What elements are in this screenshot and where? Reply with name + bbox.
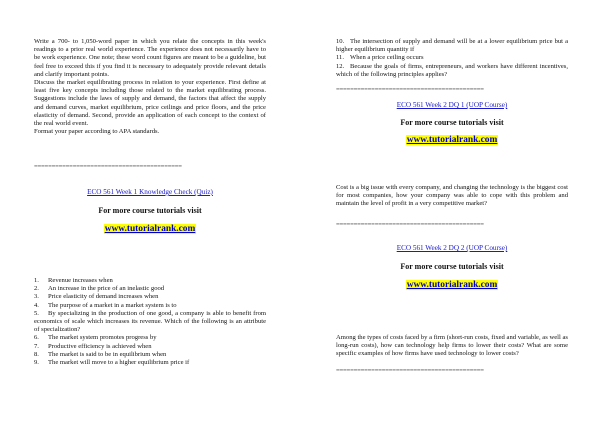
question-text: By specializing in the production of one good, a company is able to benefit from economics of scale which increases its revenue. Which of the following is an attribute of specialization? — [34, 309, 266, 334]
quiz-question-item — [34, 359, 266, 367]
course-title-link[interactable]: ECO 561 Week 1 Knowledge Check (Quiz) — [87, 188, 213, 196]
instructions-paragraph-2: Discuss the market equilibrating process in relation to your experience. First define at least five key concepts including those related to the market equilibrating process. Suggestions include the laws of supply and demand, the factors that affect the supply and demand curves, market equilibrium, price ceilings and price floors, and the price elasticity of demand. Second, provide an application of each concept to the context of the real world event. — [34, 79, 266, 128]
question-number: 5. — [34, 309, 39, 317]
dq1-website-row — [336, 136, 568, 145]
section-divider-3: ========================================== — [336, 367, 484, 374]
dq1-website-link[interactable]: www.tutorialrank.com — [406, 135, 498, 145]
question-number: 6. — [34, 334, 39, 342]
section-divider: ========================================== — [34, 163, 182, 170]
dq2-question: Among the types of costs faced by a firm (short-run costs, fixed and variable, as well as long-run costs), how can technology help firms to lower their costs? What are some specific examples of how firms have used technology to lower costs? — [336, 334, 568, 358]
question-text: The market is said to be in equilibrium when — [48, 350, 167, 358]
question-number: 11. — [336, 54, 344, 62]
dq2-course-title-link[interactable]: ECO 561 Week 2 DQ 2 (UOP Course) — [396, 244, 508, 252]
question-text: The market system promotes progress by — [48, 334, 157, 342]
question-text: The intersection of supply and demand will be at a lower equilibrium price but a higher equilibrium quantity if — [336, 38, 568, 54]
question-text: An increase in the price of an inelastic good — [48, 285, 165, 293]
quiz-question-item — [336, 63, 568, 79]
section-divider: ========================================== — [336, 86, 484, 93]
section-divider-2: ========================================== — [336, 221, 484, 228]
question-text: Productive efficiency is achieved when — [48, 342, 152, 350]
quiz-question-item — [34, 277, 266, 285]
quiz-question-item — [34, 310, 266, 335]
question-number: 4. — [34, 301, 39, 309]
dq2-website-link[interactable]: www.tutorialrank.com — [406, 280, 498, 290]
quiz-question-item — [34, 285, 266, 293]
question-text: The purpose of a market in a market system is to — [48, 301, 177, 309]
question-text: Price elasticity of demand increases when — [48, 293, 159, 301]
question-number: 9. — [34, 359, 39, 367]
quiz-question-item — [336, 54, 568, 62]
dq1-course-title-link[interactable]: ECO 561 Week 2 DQ 1 (UOP Course) — [396, 101, 508, 109]
question-text: When a price ceiling occurs — [350, 54, 424, 62]
dq1-title-row — [336, 101, 568, 110]
question-number: 10. — [336, 38, 345, 45]
course-title-row — [34, 188, 266, 197]
quiz-question-item — [34, 334, 266, 342]
quiz-question-item — [34, 293, 266, 301]
quiz-question-item — [34, 351, 266, 359]
dq2-title-row — [336, 244, 568, 253]
dq2-website-row — [336, 281, 568, 290]
question-number: 1. — [34, 277, 39, 284]
quiz-question-item — [34, 302, 266, 310]
assignment-instructions — [34, 38, 266, 136]
quiz-question-list — [34, 277, 266, 367]
instructions-paragraph-3: Format your paper according to APA standards. — [34, 128, 160, 136]
question-number: 7. — [34, 342, 39, 350]
dq1-question: Cost is a big issue with every company, and changing the technology is the biggest cost for most companies, how your company was able to cope with this problem and maintain the level of profit in a very competitive market? — [336, 184, 568, 208]
quiz-question-list-continued — [336, 38, 568, 79]
question-text: Because the goals of firms, entrepreneurs, and workers have different incentives, which of the following principles applies? — [336, 62, 568, 78]
quiz-question-item — [336, 38, 568, 54]
instructions-paragraph-1: Write a 700- to 1,050-word paper in which you relate the concepts in this week's readings to a prior real world experience. The experience does not necessarily have to be work experience. One note; these word count figures are meant to be a guideline, but feel free to exceed this if you find it is necessary to adequately provide relevant details and clarify important points. — [34, 38, 266, 78]
question-number: 12. — [336, 62, 345, 70]
website-row — [34, 225, 266, 234]
question-text: Revenue increases when — [48, 277, 113, 284]
quiz-question-item — [34, 343, 266, 351]
website-link[interactable]: www.tutorialrank.com — [104, 224, 196, 234]
more-tutorials-text: For more course tutorials visit — [98, 206, 202, 215]
dq1-more-tutorials-text: For more course tutorials visit — [400, 118, 504, 127]
question-text: The market will move to a higher equilibrium price if — [48, 359, 190, 367]
dq2-more-tutorials-text: For more course tutorials visit — [400, 262, 504, 271]
question-number: 3. — [34, 293, 39, 301]
question-number: 2. — [34, 285, 39, 293]
question-number: 8. — [34, 350, 39, 358]
